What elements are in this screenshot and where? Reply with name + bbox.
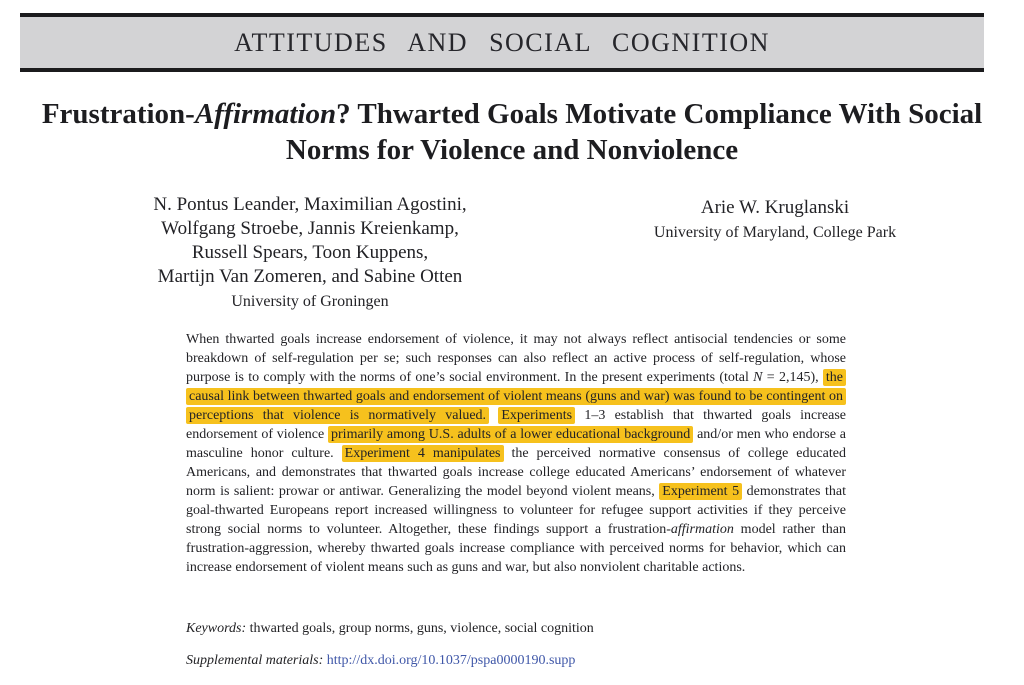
author-names-left: N. Pontus Leander, Maximilian Agostini, Wolfgang Stroebe, Jannis Kreienkamp, Russell Spears, Toon Kuppens, Martijn Van Zomeren, and Sabine Otten (153, 194, 467, 287)
keywords-label: Keywords: (186, 621, 247, 636)
highlighted-text: Experiment 5 (659, 483, 742, 500)
keywords-line (186, 619, 846, 638)
paper-title-line-1: Frustration-Affirmation? Thwarted Goals Motivate Compliance With Social (41, 98, 983, 130)
author-block-right (555, 196, 995, 243)
abstract-text: When thwarted goals increase endorsement of violence, it may not always reflect antisocial tendencies or some breakdown of self-regulation per se; such responses can also reflect an active process of self-regulation, whose purpose is to comply with the norms of one’s social environment. In the present experiments (total N = 2,145), the causal link between thwarted goals and endorsement of violent means (guns and war) was found to be contingent on perceptions that violence is normatively valued. Experiments 1–3 establish that thwarted goals increase endorsement of violence primarily among U.S. adults of a lower educational background and/or men who endorse a masculine honor culture. Experiment 4 manipulates the perceived normative consensus of college educated Americans, and demonstrates that thwarted goals increase college educated Americans’ endorsement of whatever norm is salient: prowar or antiwar. Generalizing the model beyond violent means, Experiment 5 demonstrates that goal-thwarted Europeans report increased willingness to volunteer for refugee support activities if they perceive strong social norms to volunteer. Altogether, these findings support a frustration-affirmation model rather than frustration-aggression, whereby thwarted goals increase compliance with perceived norms for behavior, which can increase endorsement of violent means such as guns and war, but also nonviolent charitable actions. (186, 332, 847, 575)
author-block-left (90, 193, 530, 312)
paper-title (0, 96, 1024, 168)
keywords-text: thwarted goals, group norms, guns, violence, social cognition (246, 621, 594, 636)
author-affiliation-right: University of Maryland, College Park (653, 224, 897, 241)
highlighted-text: Experiments (498, 407, 575, 424)
highlighted-text: primarily among U.S. adults of a lower educational background (328, 426, 693, 443)
highlighted-text: Experiment 4 manipulates (342, 445, 504, 462)
supplemental-label: Supplemental materials: (186, 653, 324, 668)
journal-section-title: ATTITUDES AND SOCIAL COGNITION (234, 27, 770, 57)
highlighted-text: the causal link between thwarted goals and endorsement of violent means (guns and war) was found to be contingent on perceptions that violence is normatively valued. (186, 369, 846, 424)
author-affiliation-left: University of Groningen (231, 293, 389, 310)
supplemental-link[interactable]: http://dx.doi.org/10.1037/pspa0000190.supp (326, 653, 576, 668)
journal-section-banner (20, 13, 984, 72)
paper-title-line-2: Norms for Violence and Nonviolence (285, 134, 739, 166)
author-names-right: Arie W. Kruglanski (700, 197, 850, 218)
supplemental-line (186, 651, 846, 670)
